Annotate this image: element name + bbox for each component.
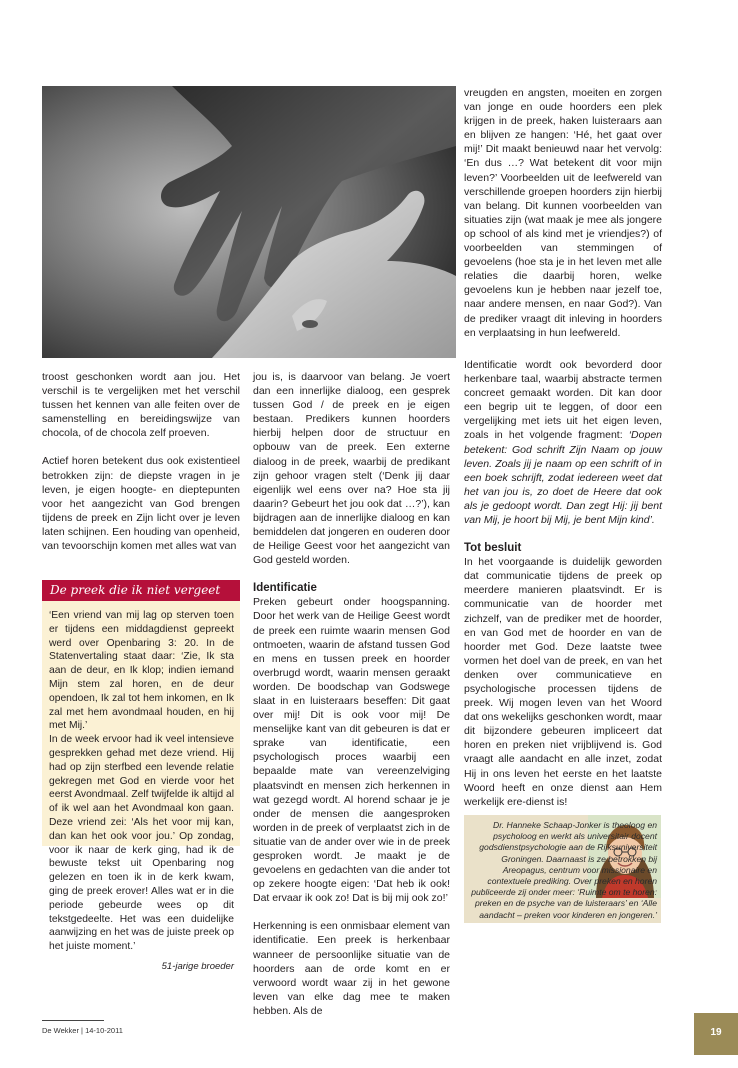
column-2 <box>253 370 450 1032</box>
page-number: 19 <box>694 1013 738 1055</box>
sidebar-box-heading: De preek die ik niet vergeet <box>42 580 240 601</box>
paragraph <box>464 358 662 527</box>
footer-divider <box>42 1020 104 1021</box>
box-paragraph: ‘Een vriend van mij lag op sterven toen er tijdens een middagdienst gepreekt werd over Openbaring 3: 20. In de Statenvertaling staat daar: ‘Zie, Ik sta aan de deur, en Ik klop; indien iemand Mijn stem zal horen, en de deur opendoen, Ik zal tot hem inkomen, en Ik zal met hem avondmaal houden, en hij met Mij.’ <box>49 610 234 732</box>
box-paragraph: In de week ervoor had ik veel intensieve gesprekken gehad met deze vriend. Hij had op zijn sterfbed een levende relatie gekregen met God en vierde voor het eerst Avondmaal. Zelf twijfelde ik altijd al of ik wel aan het Avondmaal kon gaan. Deze vriend zei: ‘Als het voor mij kan, dan kan het ook voor jou.’ Op zondag, voor ik naar de kerk ging, had ik de bewuste tekst uit Openbaring nog gelezen en toen ik in de kerk kwam, ging de preek erover! Alles wat er in die periode gebeurde wees op dit tekstgedeelte. Het was een duidelijke aanwijzing en het was de juiste preek op het juiste moment.’ <box>49 734 234 953</box>
paragraph: Preken gebeurt onder hoogspanning. Door het werk van de Heilige Geest wordt de preek een ruimte waarin mensen God ontmoeten, waarin de afstand tussen God en mens en tussen preek en hoorder overbrugd wordt, waarin mensen geraakt worden. De boodschap van Godswege slaat in en luisteraars beseffen: Dit gaat over mij! Dit is ook voor mij! De menselijke kant van dit gebeuren is dat er sprake van identificatie, een psychologisch proces waarbij een bepaalde mate van vereenzelviging plaatsvindt en mensen zich herkennen in wat gezegd wordt. Al horend schaar je je onder de mensen die aangesproken worden in de preek of verplaatst zich in de situatie van de ander over wie in de preek gesproken wordt. Je maakt je de gevoelens en gedachten van die ander tot op zekere hoogte eigen: ‘Dat heb ik ook! Dat ervaar ik ook zo! Dat is bij mij ook zo!’ <box>253 596 450 905</box>
paragraph: Actief horen betekent dus ook existentieel betrokken zijn: de diepste vragen in je leven, je eigen hoogte- en dieptepunten voor het aangezicht van God brengen tijdens de preek en Zijn licht over je leven laten schijnen. Een houding van openheid, van tevoorschijn komen met alles wat van <box>42 455 240 553</box>
sidebar-box <box>42 601 240 972</box>
column-1 <box>42 370 240 567</box>
section-heading: Tot besluit <box>464 542 522 555</box>
paragraph: In het voorgaande is duidelijk geworden dat communicatie tijdens de preek op meerdere manieren plaatsvindt. Er is communicatie van de hoorder met zichzelf, van de prediker met de hoorder, en van God met de hoorder en van de hoorder met God. Deze laatste twee vormen het doel van de preek, en van het denken over communicatieve en psychologische processen tijdens de preek. Wij mogen leven van het Woord dat ons wekelijks geschonken wordt, maar dit bijzondere gebeuren impliceert dat horen en preken niet vrijblijvend is. God vraagt alle aandacht en alle inzet, zodat Hij in ons leven het eerste en het laatste Woord heeft en onze dienst aan Hem werkelijk ere-dienst is! <box>464 556 662 808</box>
paragraph: troost geschonken wordt aan jou. Het verschil is te vergelijken met het verschil tussen het kennen van alle feiten over de samenstelling en bereidingswijze van chocola, of de chocola zelf proeven. <box>42 371 240 440</box>
quote-fragment: ‘Dopen betekent: God schrift Zijn Naam op jouw leven. Zoals jij je naam op een schrift of in een boek schrijft, zodat iedereen weet dat het van jou is, zo doet de Heere dat ook als je gedoopt wordt. Dan zegt Hij: jij bent van Mij, je hoort bij Mij, je bent Mijn kind’. <box>464 429 662 527</box>
paragraph: Herkenning is een onmisbaar element van identificatie. Een preek is herkenbaar wanneer de persoonlijke situatie van de hoorders aan de orde komt en er verwoord wordt waar zij in het gewone leven van elke dag mee te maken hebben. Als de <box>253 920 450 1017</box>
hands-photo <box>42 86 456 358</box>
column-3 <box>464 358 662 823</box>
box-signature: 51-jarige broeder <box>161 960 234 972</box>
column-3-top <box>464 86 662 354</box>
author-bio: Dr. Hanneke Schaap-Jonker is theoloog en psycholoog en werkt als universitair docent godsdienstpsychologie aan de Rijksuniversiteit Groningen. Daarnaast is ze betrokken bij Areopagus, centrum voor missionaire en contextuele prediking. Over preken en horen publiceerde zij onder meer: ‘Ruimte om te horen: preken en de psyche van de luisteraars’ en ‘Alle aandacht – preken voor kinderen en jongeren.’ <box>471 820 657 920</box>
section-heading: Identificatie <box>253 582 317 595</box>
paragraph: jou is, is daarvoor van belang. Je voert dan een innerlijke dialoog, een gesprek tussen God / de preek en je eigen bestaan. Predikers kunnen hoorders hierbij helpen door de structuur en opbouw van de preek. Een externe dialoog in de preek, waarbij de predikant zijn gehoor vragen stelt (‘Denk jij daar eigenlijk wel eens over na? Hoe sta jij daarin? Gebeurt het jou ook dat …?’), kan bijdragen aan de innerlijke dialoog en kan bemiddelen dat jongeren en ouderen door de Heilige Geest voor het aangezicht van God gesteld worden. <box>253 371 450 567</box>
paragraph: vreugden en angsten, moeiten en zorgen van jonge en oude hoorders een plek krijgen in de preek, haken luisteraars aan en blijven ze hangen: ‘Hé, het gaat over mij!’ Dit maakt benieuwd naar het vervolg: ‘En dus …? Wat betekent dit voor mijn leven?’ Voorbeelden uit de leefwereld van verschillende groepen hoorders zijn hierbij van belang. Dit kunnen voorbeelden van situaties zijn (wat maak je mee als jongere op school of als kind met je vriendjes?) of voorbeelden van stemmingen of gevoelens (hoe sta je in het leven met alle relaties die daarbij horen, welke gevoelens kun je hebben naar jezelf toe, naar andere mensen, en naar God?). Van de prediker vraagt dit inleving in hoorders en verplaatsing in hun leefwereld. <box>464 87 662 339</box>
footer-text: De Wekker | 14-10-2011 <box>42 1026 123 1035</box>
paragraph-text: Identificatie wordt ook bevorderd door herkenbare taal, waarbij abstracte termen concreet gemaakt worden. Dit kan door een begrip uit te leggen, of door een vergelijking met iets uit het eigen leven, zoals in het volgende fragment: <box>464 359 662 442</box>
